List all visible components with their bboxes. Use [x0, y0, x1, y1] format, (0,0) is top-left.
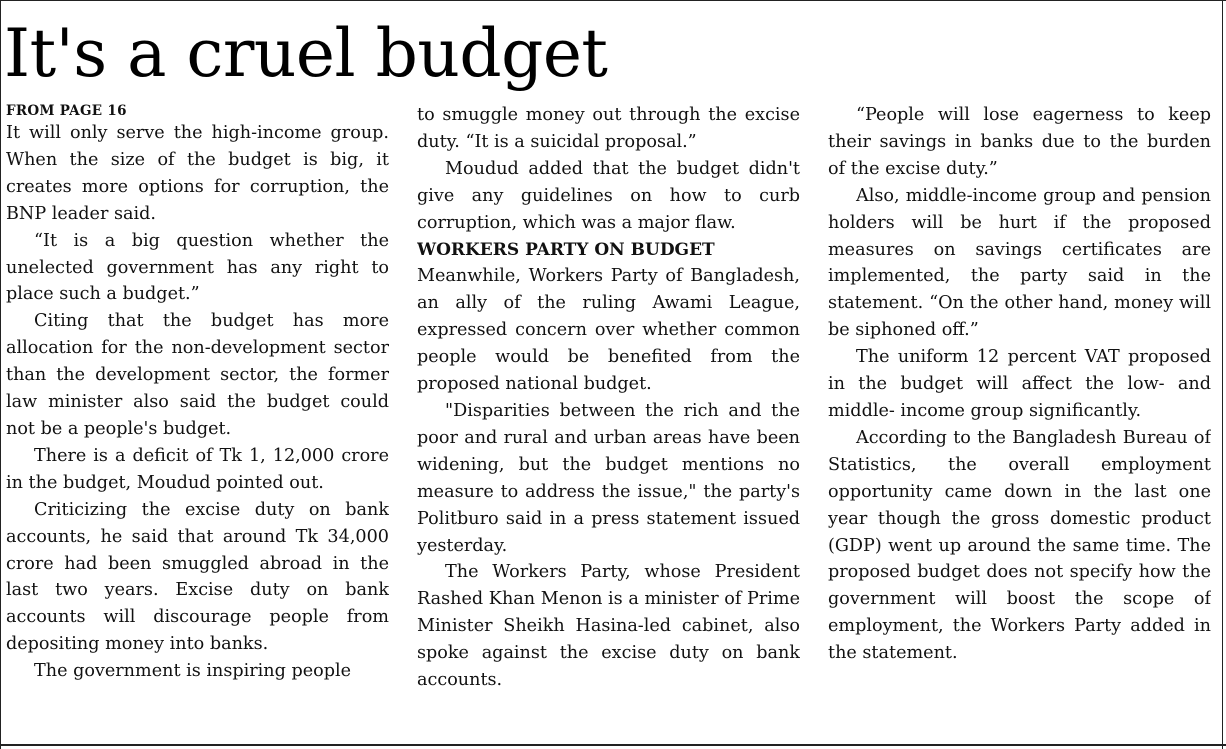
paragraph: Citing that the budget has more allocation for the non-development sector than the development sector, the former law minister also said the budget could not be a people's budget. [6, 311, 389, 439]
paragraph: Also, middle-income group and pension holders will be hurt if the proposed measures on savings certificates are implemented, the party said in the statement. “On the other hand, money will be siphoned off.” [828, 185, 1211, 341]
paragraph: It will only serve the high-income group. When the size of the budget is big, it creates more options for corruption, the BNP leader said. [6, 123, 389, 224]
paragraph: The government is inspiring people [34, 661, 352, 682]
paragraph: The Workers Party, whose President Rashed Khan Menon is a minister of Prime Minister Sheikh Hasina-led cabinet, also spoke against the excise duty on bank accounts. [417, 562, 800, 691]
paragraph: The uniform 12 percent VAT proposed in the budget will affect the low- and middle- income group significantly. [828, 347, 1211, 421]
top-border-rule [0, 0, 1226, 1]
article-column-2 [417, 102, 800, 738]
bottom-border-rule [0, 744, 1226, 746]
article-column-3 [828, 102, 1211, 738]
paragraph: Meanwhile, Workers Party of Bangladesh, an ally of the ruling Awami League, expressed concern over whether common people would be benefited from the proposed national budget. [417, 266, 800, 395]
paragraph: Moudud added that the budget didn't give any guidelines on how to curb corruption, which was a major flaw. [417, 158, 800, 233]
paragraph: “It is a big question whether the unelected government has any right to place such a budget.” [6, 230, 389, 305]
paragraph: According to the Bangladesh Bureau of Statistics, the overall employment opportunity came down in the last one year though the gross domestic product (GDP) went up around the same time. The proposed budget does not specify how the government will boost the scope of employment, the Workers Party added in the statement. [828, 427, 1211, 664]
paragraph: "Disparities between the rich and the poor and rural and urban areas have been widening, but the budget mentions no measure to address the issue," the party's Politburo said in a press statement issued yesterday. [417, 400, 800, 556]
subheading: WORKERS PARTY ON BUDGET [417, 239, 715, 260]
left-border-rule [0, 0, 1, 749]
paragraph: to smuggle money out through the excise duty. “It is a suicidal proposal.” [417, 105, 800, 152]
article-column-1 [6, 102, 389, 738]
paragraph: Criticizing the excise duty on bank accounts, he said that around Tk 34,000 crore had been smuggled abroad in the last two years. Excise duty on bank accounts will discourage people from depositing money into banks. [6, 499, 389, 655]
paragraph: “People will lose eagerness to keep their savings in banks due to the burden of the excise duty.” [828, 105, 1211, 179]
headline: It's a cruel budget [4, 15, 608, 92]
jump-line: FROM PAGE 16 [6, 103, 127, 119]
paragraph: There is a deficit of Tk 1, 12,000 crore in the budget, Moudud pointed out. [6, 445, 389, 493]
right-border-rule [1222, 0, 1223, 749]
